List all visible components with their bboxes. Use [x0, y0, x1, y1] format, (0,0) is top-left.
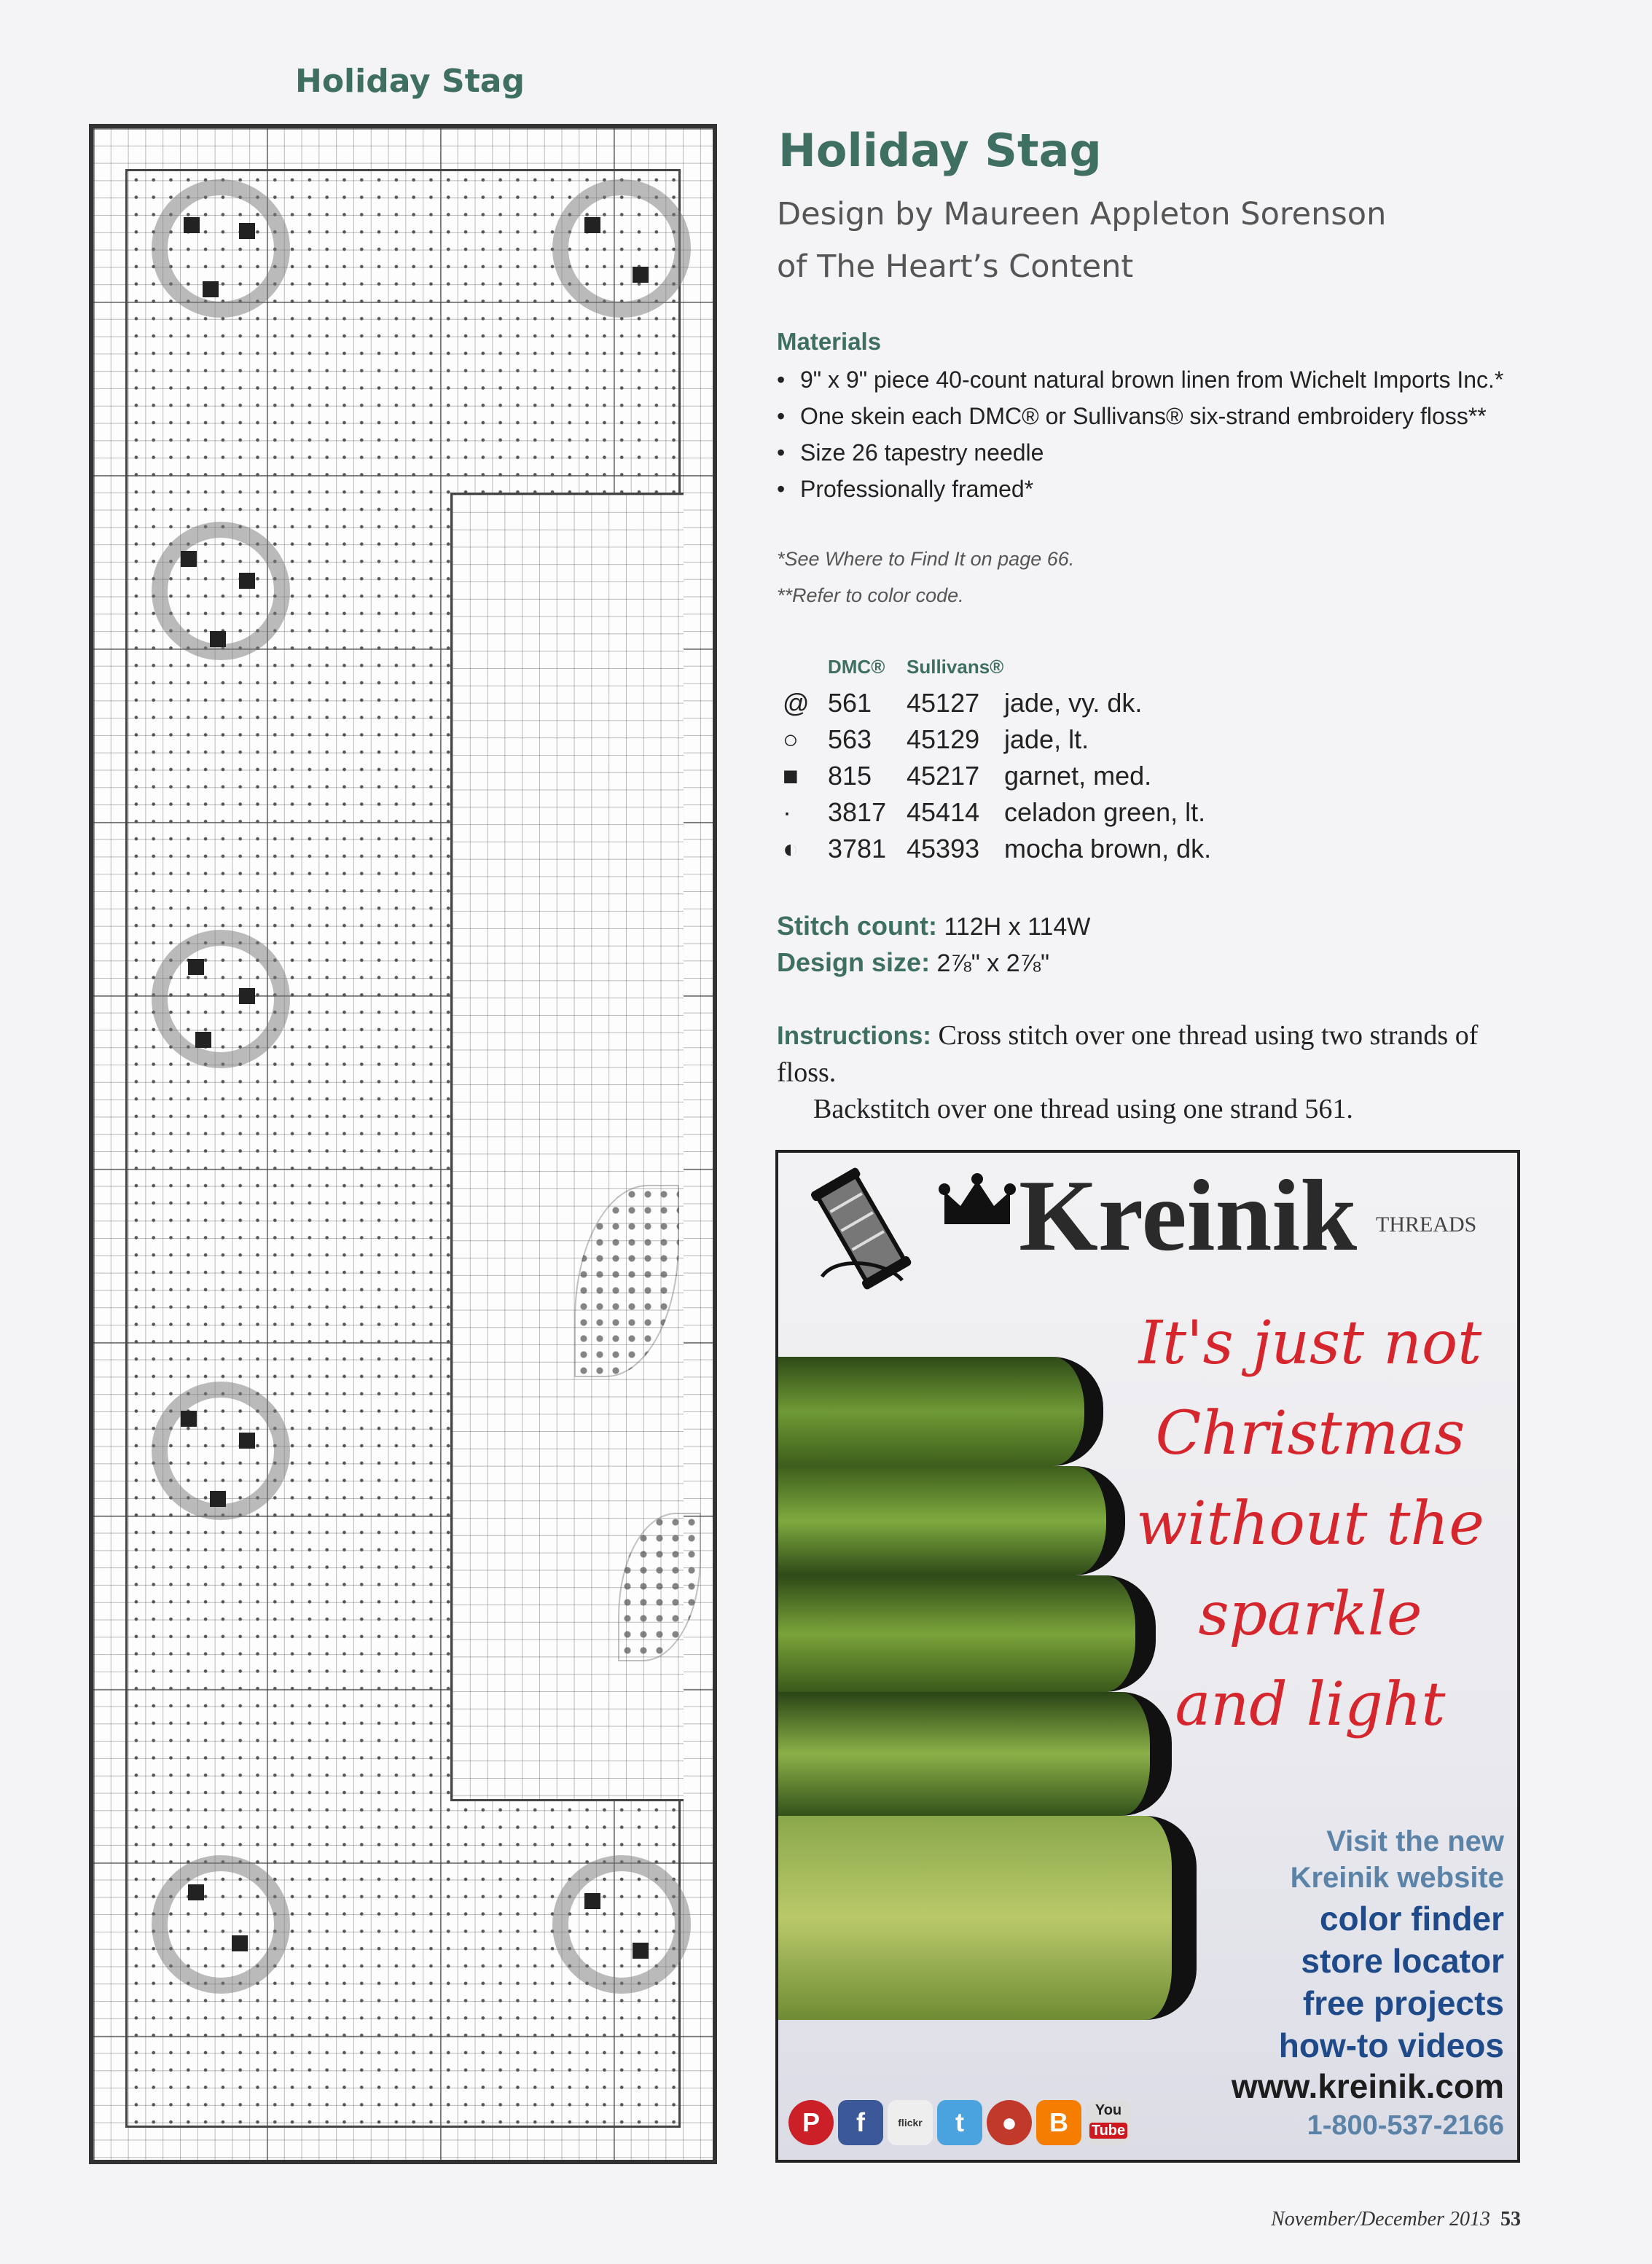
stitch-count-value: 112H x 114W — [944, 913, 1091, 941]
holly-motif — [552, 1855, 691, 1994]
page-title: Holiday Stag — [778, 124, 1102, 177]
key-dmc: 563 — [828, 724, 872, 754]
chart-header: Holiday Stag — [295, 63, 525, 100]
holly-motif — [152, 930, 290, 1068]
key-row — [777, 797, 1506, 834]
materials-heading: Materials — [777, 328, 882, 355]
youtube-label: You — [1095, 2102, 1122, 2118]
holly-motif — [152, 522, 290, 660]
key-sullivans: 45127 — [907, 688, 980, 718]
holly-motif — [152, 179, 290, 318]
materials-note: *See Where to Find It on page 66. — [777, 548, 1075, 570]
key-color-name: garnet, med. — [1004, 761, 1152, 791]
ad-brand-name: Kreinik — [1019, 1159, 1358, 1272]
facebook-icon: f — [838, 2100, 883, 2145]
ad-visit-line: Kreinik website — [1290, 1862, 1504, 1894]
cross-stitch-chart — [89, 124, 717, 2164]
key-row — [777, 724, 1506, 761]
ravelry-icon: ● — [987, 2100, 1032, 2145]
blogger-icon: B — [1036, 2100, 1081, 2145]
key-symbol: ◐ — [783, 834, 799, 863]
social-icons — [788, 2100, 1131, 2145]
ad-headline-line: Christmas — [1155, 1399, 1465, 1468]
youtube-label: Tube — [1089, 2123, 1127, 2139]
byline-designer: Design by Maureen Appleton Sorenson — [777, 196, 1387, 232]
materials-note: **Refer to color code. — [777, 584, 964, 606]
kreinik-advertisement — [775, 1150, 1520, 2163]
key-dmc: 3781 — [828, 834, 887, 863]
key-color-name: mocha brown, dk. — [1004, 834, 1212, 863]
key-symbol: @ — [783, 688, 810, 718]
ad-feature-item: store locator — [1301, 1942, 1504, 1980]
key-color-name: jade, vy. dk. — [1004, 688, 1143, 718]
pinterest-icon: P — [788, 2100, 834, 2145]
design-size-label: Design size: — [777, 947, 931, 977]
ad-visit-text — [1291, 1823, 1504, 1896]
key-header-sullivans: Sullivans® — [907, 656, 1004, 678]
key-dmc: 3817 — [828, 797, 887, 827]
ad-feature-item: how-to videos — [1278, 2026, 1504, 2064]
thread-spools-image — [778, 1357, 1172, 2020]
design-size-value: 2⅞" x 2⅞" — [936, 949, 1050, 977]
crown-logo-icon — [937, 1173, 1017, 1239]
byline-company: of The Heart’s Content — [777, 248, 1134, 285]
ad-feature-item: free projects — [1302, 1984, 1504, 2022]
ad-headline-line: sparkle — [1198, 1580, 1422, 1649]
key-symbol: ○ — [783, 724, 799, 754]
page-folio — [1271, 2208, 1521, 2231]
ad-headline — [1121, 1299, 1500, 1750]
ad-brand-suffix: THREADS — [1376, 1213, 1477, 1237]
key-color-name: jade, lt. — [1004, 724, 1089, 754]
ad-headline-line: It's just not — [1138, 1309, 1482, 1378]
key-row — [777, 834, 1506, 870]
key-color-name: celadon green, lt. — [1004, 797, 1206, 827]
instructions-label: Instructions: — [777, 1022, 931, 1050]
issue-date: November/December 2013 — [1271, 2208, 1490, 2230]
instructions-text: Cross stitch over one thread using two strands of floss. — [777, 1020, 1479, 1088]
key-row — [777, 761, 1506, 797]
materials-list — [777, 361, 1535, 507]
ad-website-url: www.kreinik.com — [1231, 2067, 1504, 2105]
design-size — [777, 947, 1049, 978]
ad-feature-list — [1279, 1897, 1504, 2067]
key-sullivans: 45217 — [907, 761, 980, 791]
page-number: 53 — [1500, 2208, 1521, 2230]
holly-motif — [552, 179, 691, 318]
holly-motif — [152, 1382, 290, 1520]
key-symbol: · — [783, 797, 791, 827]
materials-item: • Professionally framed* — [777, 471, 1535, 507]
key-symbol: ■ — [783, 761, 799, 791]
key-header-dmc: DMC® — [828, 656, 885, 678]
stitch-count-label: Stitch count: — [777, 911, 937, 941]
key-sullivans: 45393 — [907, 834, 980, 863]
materials-item: • Size 26 tapestry needle — [777, 434, 1535, 471]
ad-headline-line: and light — [1175, 1670, 1446, 1739]
flickr-icon: flickr — [888, 2100, 933, 2145]
ad-headline-line: without the — [1136, 1489, 1484, 1559]
key-dmc: 815 — [828, 761, 872, 791]
key-dmc: 561 — [828, 688, 872, 718]
key-row — [777, 688, 1506, 724]
thread-spool-icon — [807, 1167, 924, 1291]
byline — [777, 188, 1386, 293]
materials-item: • 9" x 9" piece 40-count natural brown linen from Wichelt Imports Inc.* — [777, 361, 1535, 398]
key-sullivans: 45129 — [907, 724, 980, 754]
ad-phone-number: 1-800-537-2166 — [1307, 2110, 1504, 2141]
ad-feature-item: color finder — [1319, 1900, 1504, 1938]
instructions-backstitch: Backstitch over one thread using one strand 561. — [813, 1094, 1353, 1124]
stitch-count — [777, 911, 1090, 941]
ad-visit-line: Visit the new — [1326, 1825, 1504, 1857]
twitter-icon: t — [937, 2100, 982, 2145]
holly-motif — [152, 1855, 290, 1994]
materials-item: • One skein each DMC® or Sullivans® six-strand embroidery floss** — [777, 398, 1535, 434]
youtube-icon — [1086, 2100, 1131, 2145]
instructions — [777, 1017, 1535, 1127]
key-sullivans: 45414 — [907, 797, 980, 827]
